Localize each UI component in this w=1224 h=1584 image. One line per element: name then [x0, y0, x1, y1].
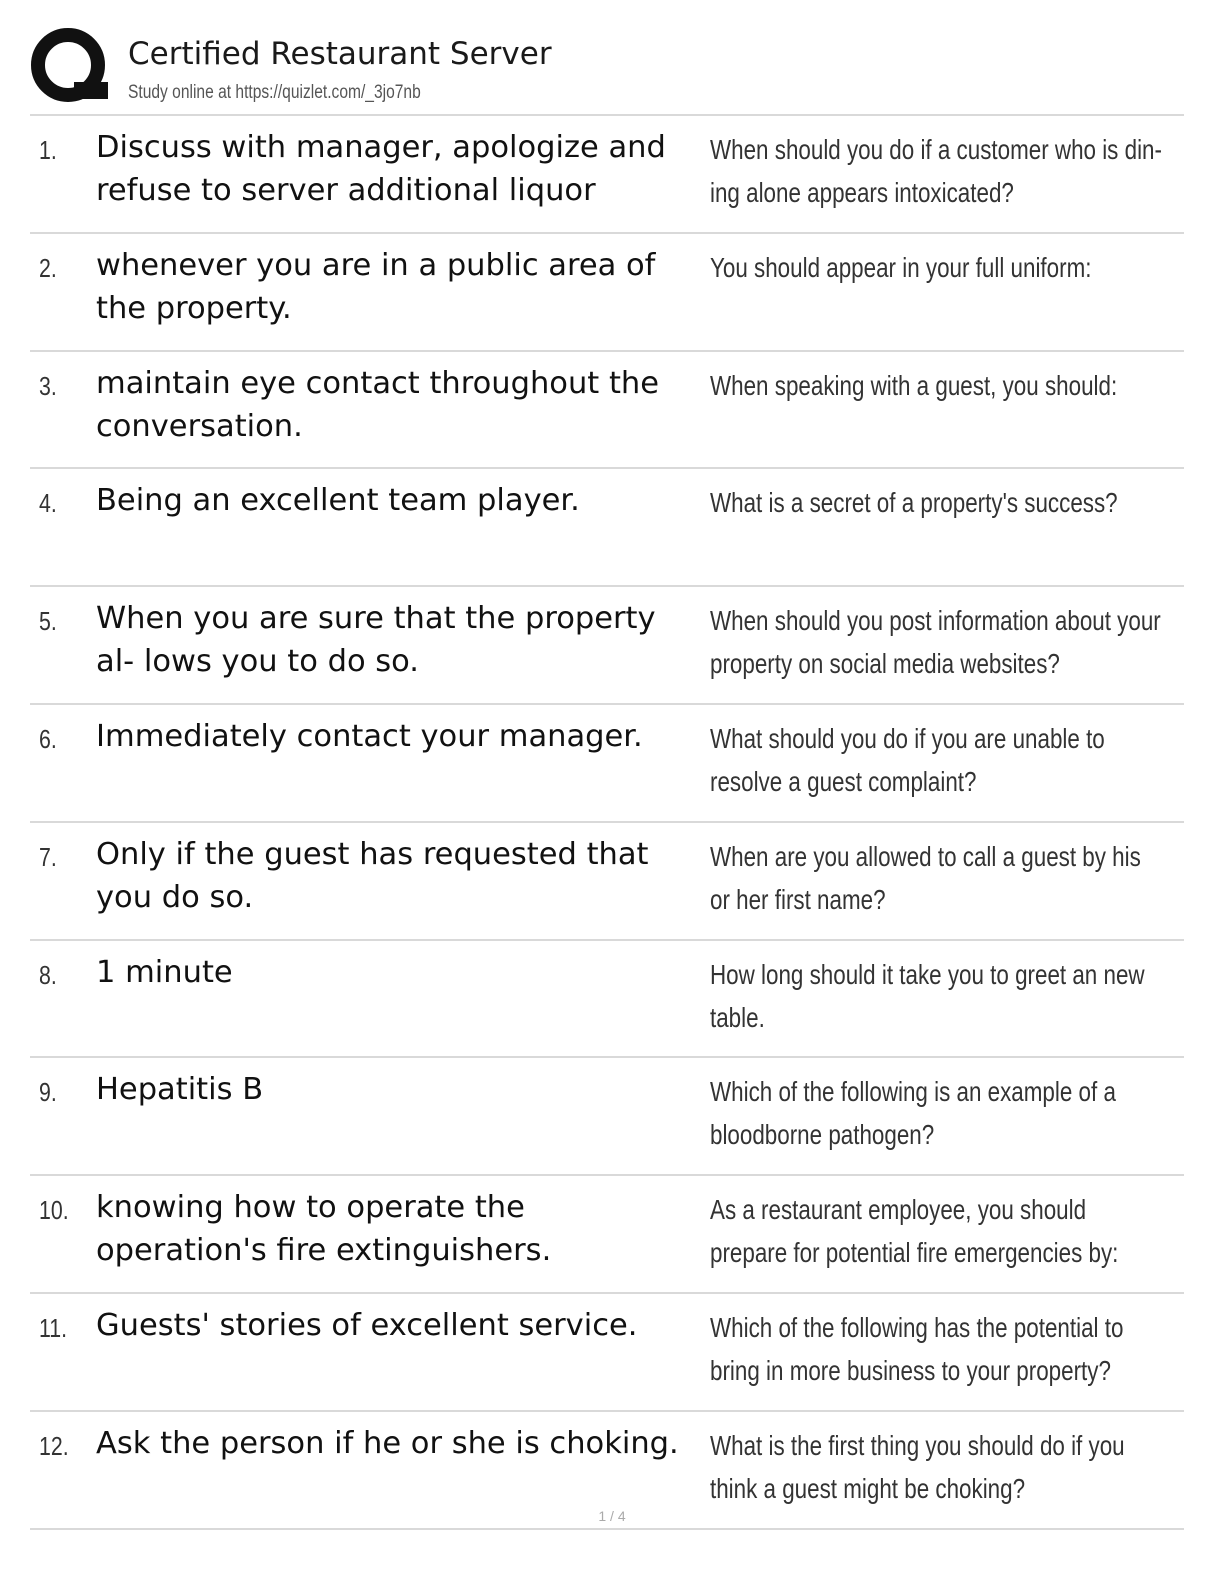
card-term: Hepatitis B — [96, 1072, 264, 1108]
flashcard-list — [30, 116, 1184, 1530]
flashcard-row — [30, 469, 1184, 587]
study-online-link[interactable]: Study online at https://quizlet.com/_3jo7nb — [128, 82, 421, 103]
flashcard-row — [30, 234, 1184, 352]
card-term: Immediately contact your manager. — [96, 718, 643, 754]
card-definition: When speaking with a guest, you should: — [710, 369, 1118, 401]
card-definition: How long should it take you to greet an new table. — [710, 958, 1145, 1033]
card-term: Discuss with manager, apologize and refuse to server additional liquor — [96, 130, 666, 208]
card-term: Ask the person if he or she is choking. — [96, 1425, 679, 1461]
document-header — [30, 28, 1184, 114]
card-number: 10. — [39, 1195, 69, 1226]
card-term: knowing how to operate the operation's fire extinguishers. — [96, 1190, 552, 1269]
card-number: 12. — [39, 1430, 69, 1461]
card-term: maintain eye contact throughout the conversation. — [96, 365, 659, 444]
card-number: 3. — [39, 370, 57, 401]
flashcard-row — [30, 352, 1184, 470]
card-definition: What is the first thing you should do if you think a guest might be choking? — [710, 1429, 1125, 1504]
flashcard-row — [30, 941, 1184, 1059]
card-definition: What should you do if you are unable to resolve a guest complaint? — [710, 722, 1105, 797]
quizlet-logo-icon — [30, 28, 110, 108]
card-definition: As a restaurant employee, you should prepare for potential fire emergencies by: — [710, 1194, 1119, 1269]
card-number: 2. — [39, 252, 57, 283]
card-definition: Which of the following is an example of a bloodborne pathogen? — [710, 1076, 1116, 1151]
card-number: 1. — [39, 135, 57, 165]
card-term: When you are sure that the property al- lows you to do so. — [96, 601, 656, 680]
card-definition: Which of the following has the potential to bring in more business to your property? — [710, 1311, 1124, 1386]
card-number: 8. — [39, 959, 57, 990]
flashcard-row — [30, 1294, 1184, 1412]
card-definition: When should you post information about your property on social media websites? — [710, 605, 1161, 680]
card-term: Guests' stories of excellent service. — [96, 1307, 638, 1343]
flashcard-row — [30, 1176, 1184, 1294]
card-term: Only if the guest has requested that you do so. — [96, 836, 649, 915]
flashcard-row — [30, 116, 1184, 234]
flashcard-row — [30, 1058, 1184, 1176]
card-definition: What is a secret of a property's success? — [710, 487, 1118, 519]
card-number: 5. — [39, 606, 57, 637]
card-term: Being an excellent team player. — [96, 483, 580, 519]
card-definition: When should you do if a customer who is din- ing alone appears intoxicated? — [710, 134, 1162, 208]
card-definition: You should appear in your full uniform: — [710, 251, 1092, 283]
card-number: 6. — [39, 723, 57, 754]
card-definition: When are you allowed to call a guest by his or her first name? — [710, 840, 1141, 915]
card-number: 7. — [39, 841, 57, 872]
page-number: 1 / 4 — [598, 1508, 626, 1524]
card-term: whenever you are in a public area of the property. — [96, 247, 656, 326]
flashcard-row — [30, 587, 1184, 705]
card-number: 4. — [39, 488, 57, 519]
card-number: 9. — [39, 1077, 57, 1108]
flashcard-row — [30, 823, 1184, 941]
card-term: 1 minute — [96, 954, 233, 990]
card-number: 11. — [39, 1312, 68, 1343]
flashcard-row — [30, 705, 1184, 823]
document-title: Certified Restaurant Server — [128, 36, 552, 72]
